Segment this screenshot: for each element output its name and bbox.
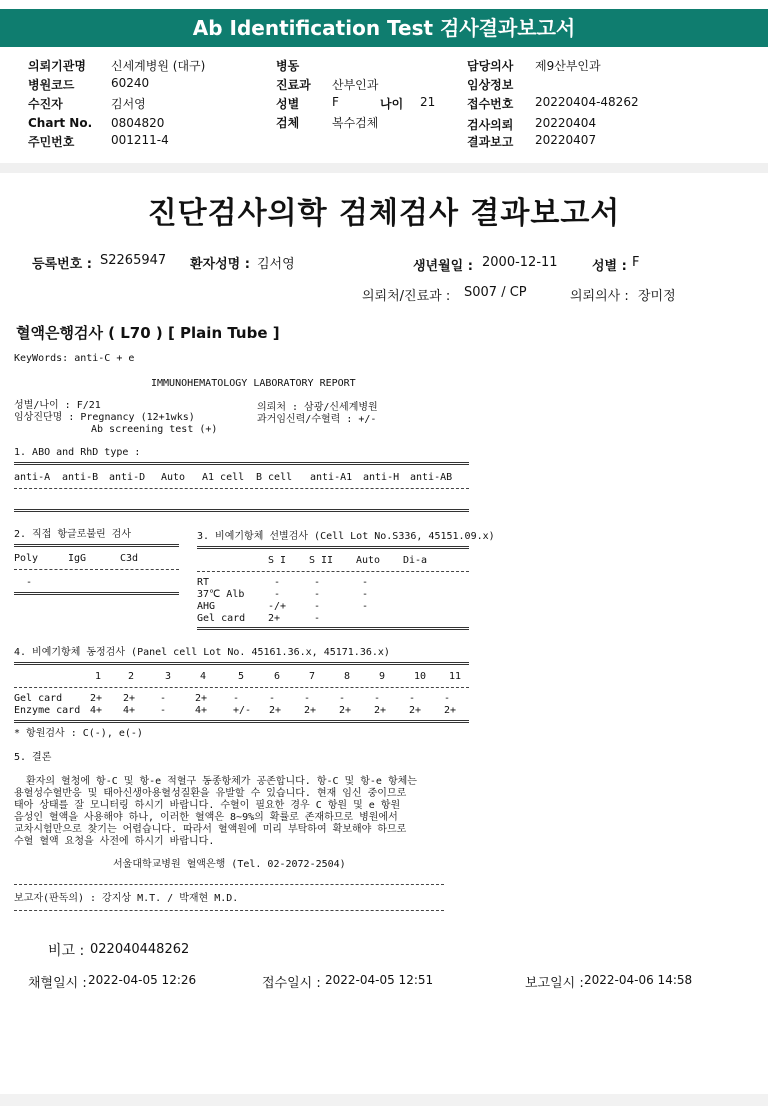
dashed-rule — [197, 571, 469, 572]
panel-cell: - — [444, 693, 451, 704]
screen-cell: -/+ — [268, 601, 287, 612]
header-label: 접수번호 — [467, 97, 514, 111]
sex-label: 성별 : — [592, 259, 627, 274]
panel-cell: 2+ — [374, 705, 387, 716]
abo-header: Auto — [161, 472, 186, 483]
panel-cell: - — [160, 705, 167, 716]
panel-cell: 2+ — [123, 693, 136, 704]
screen-cell: - — [362, 577, 369, 588]
panel-header: 5 — [238, 671, 245, 682]
section-3-title: 3. 비예기항체 선별검사 (Cell Lot No.S336, 45151.09.x) — [197, 531, 495, 542]
header-value: 001211-4 — [111, 133, 169, 147]
panel-cell: 2+ — [444, 705, 457, 716]
name-label: 환자성명 : — [190, 257, 250, 272]
reg-label: 등록번호 : — [32, 257, 92, 272]
dashed-rule — [14, 687, 469, 688]
referrer-line: 의뢰처 : 삼광/신세계병원 — [257, 402, 378, 413]
abo-header: anti-AB — [410, 472, 453, 483]
header-label: 의뢰기관명 — [28, 59, 86, 73]
screen-header: Auto — [356, 555, 381, 566]
screen-cell: - — [274, 577, 281, 588]
header-label: 성별 — [276, 97, 300, 111]
double-rule — [14, 720, 469, 723]
header-label: 진료과 — [276, 78, 311, 92]
screen-row-label: RT — [197, 577, 210, 588]
screen-header: S I — [268, 555, 287, 566]
abo-header: anti-H — [363, 472, 400, 483]
section-1-title: 1. ABO and RhD type : — [14, 447, 141, 458]
panel-row-label: Enzyme card — [14, 705, 81, 716]
panel-cell: 2+ — [195, 693, 208, 704]
header-label: 임상정보 — [467, 78, 514, 92]
dashed-rule — [14, 569, 179, 570]
header-label: 검사의뢰 — [467, 118, 514, 132]
conclusion-line: 태아 상태를 잘 모니터링 하시기 바랍니다. 수혈이 필요한 경우 C 항원 및 e 항원 — [14, 800, 401, 811]
double-rule — [14, 509, 469, 512]
panel-cell: - — [339, 693, 346, 704]
dob-value: 2000-12-11 — [482, 255, 558, 270]
banner-title: Ab Identification Test 검사결과보고서 — [0, 9, 768, 47]
header-label: 주민번호 — [28, 135, 75, 149]
test-title: 혈액은행검사 ( L70 ) [ Plain Tube ] — [16, 324, 280, 342]
double-rule — [197, 546, 469, 549]
header-label: 수진자 — [28, 97, 63, 111]
screen-row-label: 37℃ Alb — [197, 589, 245, 600]
conclusion-line: 음성인 혈액을 사용해야 하나, 이러한 혈액은 8~9%의 확률로 존재하므로 병원에서 — [14, 812, 398, 823]
conclusion-line: 교차시험만으로 찾기는 어렵습니다. 따라서 혈액원에 미리 부탁하여 확보해야 하므로 — [14, 824, 407, 835]
remark-value: 022040448262 — [90, 942, 190, 957]
conclusion-line: 수혈 혈액 요청을 사전에 하시기 바랍니다. — [14, 836, 215, 847]
dashed-rule — [14, 488, 469, 489]
panel-header: 11 — [449, 671, 462, 682]
dat-header: Poly — [14, 553, 39, 564]
header-label: 나이 — [380, 97, 404, 111]
abo-header: anti-A — [14, 472, 51, 483]
header-value: 김서영 — [111, 97, 146, 111]
abo-header: B cell — [256, 472, 293, 483]
sex-age-line: 성별/나이 : F/21 — [14, 400, 101, 411]
header-label: 검체 — [276, 116, 300, 130]
screen-cell: 2+ — [268, 613, 281, 624]
diagnosis-line: 임상진단명 : Pregnancy (12+1wks) — [14, 412, 195, 423]
recv-value: 2022-04-05 12:51 — [325, 973, 434, 987]
abo-header: anti-D — [109, 472, 146, 483]
dashed-rule — [14, 910, 444, 911]
screen-row-label: AHG — [197, 601, 216, 612]
header-value: 신세계병원 (대구) — [111, 59, 206, 73]
screen-cell: - — [274, 589, 281, 600]
doctor-label: 의뢰의사 : — [570, 289, 629, 304]
header-label: 병원코드 — [28, 78, 75, 92]
panel-cell: 2+ — [304, 705, 317, 716]
name-value: 김서영 — [257, 257, 295, 272]
header-label: 담당의사 — [467, 59, 514, 73]
diagnosis-line-2: Ab screening test (+) — [91, 424, 218, 435]
double-rule — [14, 462, 469, 465]
abo-header: anti-B — [62, 472, 99, 483]
lab-report-title: IMMUNOHEMATOLOGY LABORATORY REPORT — [151, 378, 356, 389]
panel-cell: - — [304, 693, 311, 704]
screen-row-label: Gel card — [197, 613, 246, 624]
panel-cell: 4+ — [90, 705, 103, 716]
dat-value: - — [26, 577, 33, 588]
header-value: 복수검체 — [332, 116, 379, 130]
panel-cell: 4+ — [195, 705, 208, 716]
dob-label: 생년월일 : — [413, 259, 473, 274]
draw-value: 2022-04-05 12:26 — [88, 973, 197, 987]
header-value: 0804820 — [111, 116, 165, 130]
panel-header: 7 — [309, 671, 316, 682]
panel-header: 6 — [274, 671, 281, 682]
dat-header: C3d — [120, 553, 139, 564]
screen-header: S II — [309, 555, 334, 566]
header-value: 20220404 — [535, 116, 597, 130]
draw-label: 채혈일시 : — [28, 976, 87, 991]
history-line: 과거임신력/수혈력 : +/- — [257, 414, 377, 425]
reporter-line: 보고자(판독의) : 강지상 M.T. / 박재현 M.D. — [14, 893, 239, 904]
header-label: 결과보고 — [467, 135, 514, 149]
screen-cell: - — [314, 613, 321, 624]
panel-cell: +/- — [233, 705, 252, 716]
report-date-value: 2022-04-06 14:58 — [584, 973, 693, 987]
keywords: KeyWords: anti-C + e — [14, 353, 135, 364]
screen-cell: - — [314, 601, 321, 612]
screen-cell: - — [314, 589, 321, 600]
report-title: 진단검사의학 검체검사 결과보고서 — [147, 196, 621, 231]
double-rule — [197, 627, 469, 630]
panel-cell: - — [160, 693, 167, 704]
reg-value: S2265947 — [100, 253, 167, 268]
remark-label: 비고 : — [48, 943, 85, 959]
double-rule — [14, 592, 179, 595]
header-label: 병동 — [276, 59, 300, 73]
abo-header: A1 cell — [202, 472, 245, 483]
screen-cell: - — [362, 601, 369, 612]
panel-cell: - — [374, 693, 381, 704]
panel-header: 4 — [200, 671, 207, 682]
double-rule — [14, 662, 469, 665]
panel-header: 8 — [344, 671, 351, 682]
header-value: 20220407 — [535, 133, 597, 147]
dept-value: S007 / CP — [464, 285, 527, 300]
dept-label: 의뢰처/진료과 : — [362, 289, 451, 304]
report-date-label: 보고일시 : — [525, 976, 584, 991]
panel-header: 10 — [414, 671, 427, 682]
header-value: 제9산부인과 — [535, 59, 601, 73]
abo-header: anti-A1 — [310, 472, 353, 483]
sex-value: F — [632, 255, 640, 270]
panel-cell: 2+ — [269, 705, 282, 716]
conclusion-line: 용혈성수혈반응 및 태아신생아용혈성질환을 유발할 수 있습니다. 현재 임신 중이므로 — [14, 788, 407, 799]
panel-header: 9 — [379, 671, 386, 682]
panel-cell: - — [269, 693, 276, 704]
screen-header: Di-a — [403, 555, 428, 566]
section-4-title: 4. 비예기항체 동정검사 (Panel cell Lot No. 45161.36.x, 45171.36.x) — [14, 647, 390, 658]
double-rule — [14, 544, 179, 547]
panel-cell: - — [233, 693, 240, 704]
panel-cell: 4+ — [123, 705, 136, 716]
doctor-value: 장미정 — [638, 289, 676, 304]
panel-cell: 2+ — [339, 705, 352, 716]
dashed-rule — [14, 884, 444, 885]
header-value: 60240 — [111, 76, 150, 90]
recv-label: 접수일시 : — [262, 976, 321, 991]
section-divider — [0, 163, 768, 173]
panel-cell: 2+ — [409, 705, 422, 716]
panel-row-label: Gel card — [14, 693, 63, 704]
panel-header: 2 — [128, 671, 135, 682]
antigen-line: * 항원검사 : C(-), e(-) — [14, 728, 143, 739]
header-value: 20220404-48262 — [535, 95, 639, 109]
header-value: 산부인과 — [332, 78, 379, 92]
panel-header: 1 — [95, 671, 102, 682]
header-value: F — [332, 95, 339, 109]
dat-header: IgG — [68, 553, 87, 564]
panel-cell: 2+ — [90, 693, 103, 704]
header-value: 21 — [420, 95, 436, 109]
section-5-title: 5. 결론 — [14, 752, 52, 763]
screen-cell: - — [314, 577, 321, 588]
panel-cell: - — [409, 693, 416, 704]
conclusion-line: 환자의 혈청에 항-C 및 항-e 적혈구 동종항체가 공존합니다. 항-C 및 항-e 항체는 — [14, 776, 417, 787]
header-label: Chart No. — [28, 116, 93, 130]
hospital-line: 서울대학교병원 혈액은행 (Tel. 02-2072-2504) — [113, 859, 346, 870]
section-2-title: 2. 직접 항글로불린 검사 — [14, 529, 132, 540]
screen-cell: - — [362, 589, 369, 600]
panel-header: 3 — [165, 671, 172, 682]
